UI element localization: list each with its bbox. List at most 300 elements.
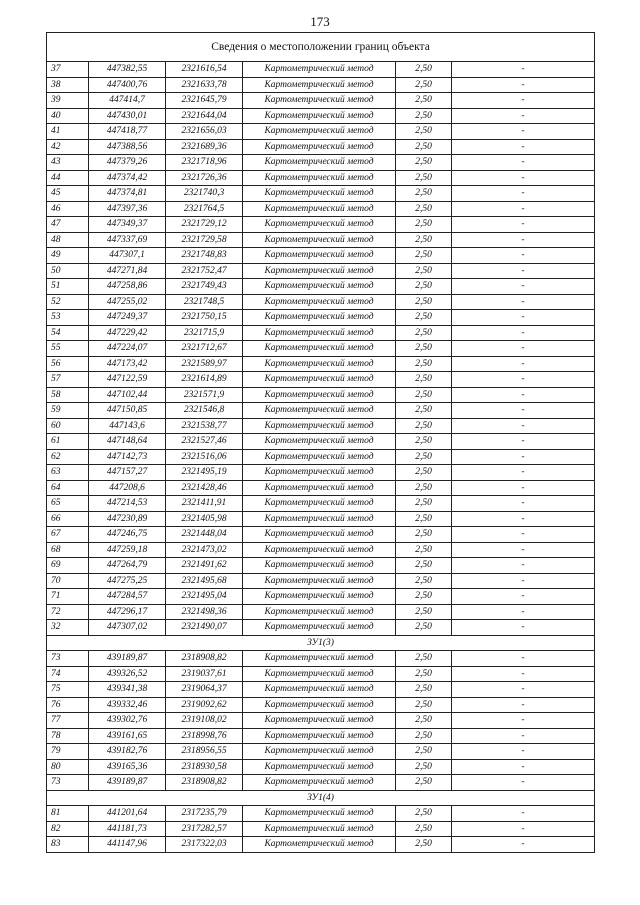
x-coordinate-cell: 447374,42 xyxy=(89,170,166,186)
method-cell: Картометрический метод xyxy=(243,449,396,465)
y-coordinate-cell: 2321516,06 xyxy=(166,449,243,465)
accuracy-cell: 2,50 xyxy=(396,372,452,388)
accuracy-cell: 2,50 xyxy=(396,465,452,481)
y-coordinate-cell: 2318908,82 xyxy=(166,775,243,791)
y-coordinate-cell: 2321495,19 xyxy=(166,465,243,481)
accuracy-cell: 2,50 xyxy=(396,325,452,341)
x-coordinate-cell: 439182,76 xyxy=(89,744,166,760)
y-coordinate-cell: 2321752,47 xyxy=(166,263,243,279)
description-cell: - xyxy=(452,728,595,744)
y-coordinate-cell: 2321498,36 xyxy=(166,604,243,620)
x-coordinate-cell: 439302,76 xyxy=(89,713,166,729)
table-row xyxy=(47,341,595,357)
description-cell: - xyxy=(452,558,595,574)
point-number-cell: 76 xyxy=(47,697,89,713)
y-coordinate-cell: 2321715,9 xyxy=(166,325,243,341)
description-cell: - xyxy=(452,232,595,248)
table-row xyxy=(47,232,595,248)
y-coordinate-cell: 2321495,04 xyxy=(166,589,243,605)
point-number-cell: 78 xyxy=(47,728,89,744)
accuracy-cell: 2,50 xyxy=(396,232,452,248)
x-coordinate-cell: 447397,36 xyxy=(89,201,166,217)
table-row xyxy=(47,713,595,729)
method-cell: Картометрический метод xyxy=(243,263,396,279)
point-number-cell: 63 xyxy=(47,465,89,481)
table-row xyxy=(47,77,595,93)
description-cell: - xyxy=(452,139,595,155)
table-row xyxy=(47,263,595,279)
method-cell: Картометрический метод xyxy=(243,759,396,775)
description-cell: - xyxy=(452,387,595,403)
description-cell: - xyxy=(452,77,595,93)
x-coordinate-cell: 439189,87 xyxy=(89,775,166,791)
table-row xyxy=(47,434,595,450)
description-cell: - xyxy=(452,217,595,233)
point-number-cell: 56 xyxy=(47,356,89,372)
y-coordinate-cell: 2321546,8 xyxy=(166,403,243,419)
method-cell: Картометрический метод xyxy=(243,651,396,667)
point-number-cell: 60 xyxy=(47,418,89,434)
x-coordinate-cell: 447224,07 xyxy=(89,341,166,357)
y-coordinate-cell: 2318998,76 xyxy=(166,728,243,744)
x-coordinate-cell: 447349,37 xyxy=(89,217,166,233)
table-row xyxy=(47,744,595,760)
y-coordinate-cell: 2321712,67 xyxy=(166,341,243,357)
y-coordinate-cell: 2319037,61 xyxy=(166,666,243,682)
accuracy-cell: 2,50 xyxy=(396,170,452,186)
x-coordinate-cell: 447337,69 xyxy=(89,232,166,248)
method-cell: Картометрический метод xyxy=(243,217,396,233)
point-number-cell: 37 xyxy=(47,62,89,78)
table-row xyxy=(47,465,595,481)
table-row xyxy=(47,93,595,109)
table-row xyxy=(47,124,595,140)
y-coordinate-cell: 2317235,79 xyxy=(166,806,243,822)
accuracy-cell: 2,50 xyxy=(396,775,452,791)
description-cell: - xyxy=(452,372,595,388)
point-number-cell: 83 xyxy=(47,837,89,853)
x-coordinate-cell: 447382,55 xyxy=(89,62,166,78)
method-cell: Картометрический метод xyxy=(243,775,396,791)
point-number-cell: 73 xyxy=(47,775,89,791)
table-row xyxy=(47,589,595,605)
y-coordinate-cell: 2321616,54 xyxy=(166,62,243,78)
table-row xyxy=(47,821,595,837)
point-number-cell: 72 xyxy=(47,604,89,620)
point-number-cell: 32 xyxy=(47,620,89,636)
accuracy-cell: 2,50 xyxy=(396,356,452,372)
x-coordinate-cell: 447414,7 xyxy=(89,93,166,109)
accuracy-cell: 2,50 xyxy=(396,744,452,760)
boundary-coordinates-table xyxy=(46,32,595,853)
point-number-cell: 73 xyxy=(47,651,89,667)
point-number-cell: 66 xyxy=(47,511,89,527)
point-number-cell: 47 xyxy=(47,217,89,233)
method-cell: Картометрический метод xyxy=(243,713,396,729)
description-cell: - xyxy=(452,341,595,357)
point-number-cell: 38 xyxy=(47,77,89,93)
x-coordinate-cell: 447296,17 xyxy=(89,604,166,620)
point-number-cell: 39 xyxy=(47,93,89,109)
accuracy-cell: 2,50 xyxy=(396,108,452,124)
y-coordinate-cell: 2321726,36 xyxy=(166,170,243,186)
x-coordinate-cell: 447400,76 xyxy=(89,77,166,93)
table-row xyxy=(47,310,595,326)
point-number-cell: 67 xyxy=(47,527,89,543)
table-row xyxy=(47,248,595,264)
accuracy-cell: 2,50 xyxy=(396,310,452,326)
group-header-row xyxy=(47,790,595,806)
table-row xyxy=(47,697,595,713)
description-cell: - xyxy=(452,449,595,465)
table-row xyxy=(47,651,595,667)
method-cell: Картометрический метод xyxy=(243,434,396,450)
x-coordinate-cell: 447430,01 xyxy=(89,108,166,124)
table-row xyxy=(47,372,595,388)
accuracy-cell: 2,50 xyxy=(396,201,452,217)
point-number-cell: 65 xyxy=(47,496,89,512)
point-number-cell: 61 xyxy=(47,434,89,450)
x-coordinate-cell: 447246,75 xyxy=(89,527,166,543)
table-row xyxy=(47,108,595,124)
y-coordinate-cell: 2321527,46 xyxy=(166,434,243,450)
y-coordinate-cell: 2321748,5 xyxy=(166,294,243,310)
method-cell: Картометрический метод xyxy=(243,682,396,698)
y-coordinate-cell: 2321495,68 xyxy=(166,573,243,589)
table-row xyxy=(47,837,595,853)
y-coordinate-cell: 2321491,62 xyxy=(166,558,243,574)
y-coordinate-cell: 2317322,03 xyxy=(166,837,243,853)
x-coordinate-cell: 447388,56 xyxy=(89,139,166,155)
x-coordinate-cell: 439189,87 xyxy=(89,651,166,667)
table-row xyxy=(47,279,595,295)
y-coordinate-cell: 2321448,04 xyxy=(166,527,243,543)
accuracy-cell: 2,50 xyxy=(396,341,452,357)
description-cell: - xyxy=(452,294,595,310)
table-title: Сведения о местоположении границ объекта xyxy=(47,33,595,62)
description-cell: - xyxy=(452,201,595,217)
point-number-cell: 68 xyxy=(47,542,89,558)
accuracy-cell: 2,50 xyxy=(396,155,452,171)
y-coordinate-cell: 2321614,89 xyxy=(166,372,243,388)
method-cell: Картометрический метод xyxy=(243,186,396,202)
table-row xyxy=(47,604,595,620)
method-cell: Картометрический метод xyxy=(243,837,396,853)
point-number-cell: 57 xyxy=(47,372,89,388)
point-number-cell: 62 xyxy=(47,449,89,465)
x-coordinate-cell: 447142,73 xyxy=(89,449,166,465)
y-coordinate-cell: 2321633,78 xyxy=(166,77,243,93)
x-coordinate-cell: 447307,1 xyxy=(89,248,166,264)
x-coordinate-cell: 447122,59 xyxy=(89,372,166,388)
x-coordinate-cell: 447379,26 xyxy=(89,155,166,171)
accuracy-cell: 2,50 xyxy=(396,589,452,605)
accuracy-cell: 2,50 xyxy=(396,697,452,713)
group-header-row xyxy=(47,635,595,651)
accuracy-cell: 2,50 xyxy=(396,139,452,155)
x-coordinate-cell: 447284,57 xyxy=(89,589,166,605)
point-number-cell: 48 xyxy=(47,232,89,248)
table-row xyxy=(47,558,595,574)
accuracy-cell: 2,50 xyxy=(396,263,452,279)
group-label: ЗУ1(4) xyxy=(47,790,595,806)
point-number-cell: 50 xyxy=(47,263,89,279)
accuracy-cell: 2,50 xyxy=(396,728,452,744)
table-row xyxy=(47,496,595,512)
x-coordinate-cell: 447102,44 xyxy=(89,387,166,403)
table-row xyxy=(47,666,595,682)
description-cell: - xyxy=(452,155,595,171)
point-number-cell: 45 xyxy=(47,186,89,202)
method-cell: Картометрический метод xyxy=(243,93,396,109)
table-row xyxy=(47,403,595,419)
y-coordinate-cell: 2317282,57 xyxy=(166,821,243,837)
y-coordinate-cell: 2321538,77 xyxy=(166,418,243,434)
y-coordinate-cell: 2321729,58 xyxy=(166,232,243,248)
description-cell: - xyxy=(452,434,595,450)
y-coordinate-cell: 2321473,02 xyxy=(166,542,243,558)
y-coordinate-cell: 2318956,55 xyxy=(166,744,243,760)
method-cell: Картометрический метод xyxy=(243,356,396,372)
description-cell: - xyxy=(452,697,595,713)
table-row xyxy=(47,387,595,403)
accuracy-cell: 2,50 xyxy=(396,496,452,512)
table-row xyxy=(47,170,595,186)
x-coordinate-cell: 447275,25 xyxy=(89,573,166,589)
table-row xyxy=(47,480,595,496)
accuracy-cell: 2,50 xyxy=(396,248,452,264)
x-coordinate-cell: 447418,77 xyxy=(89,124,166,140)
description-cell: - xyxy=(452,806,595,822)
method-cell: Картометрический метод xyxy=(243,372,396,388)
accuracy-cell: 2,50 xyxy=(396,573,452,589)
accuracy-cell: 2,50 xyxy=(396,93,452,109)
point-number-cell: 43 xyxy=(47,155,89,171)
method-cell: Картометрический метод xyxy=(243,527,396,543)
accuracy-cell: 2,50 xyxy=(396,527,452,543)
table-row xyxy=(47,682,595,698)
point-number-cell: 79 xyxy=(47,744,89,760)
point-number-cell: 59 xyxy=(47,403,89,419)
accuracy-cell: 2,50 xyxy=(396,604,452,620)
method-cell: Картометрический метод xyxy=(243,666,396,682)
accuracy-cell: 2,50 xyxy=(396,542,452,558)
description-cell: - xyxy=(452,589,595,605)
group-label: ЗУ1(3) xyxy=(47,635,595,651)
accuracy-cell: 2,50 xyxy=(396,806,452,822)
point-number-cell: 54 xyxy=(47,325,89,341)
y-coordinate-cell: 2321405,98 xyxy=(166,511,243,527)
accuracy-cell: 2,50 xyxy=(396,77,452,93)
table-row xyxy=(47,155,595,171)
method-cell: Картометрический метод xyxy=(243,806,396,822)
y-coordinate-cell: 2321750,15 xyxy=(166,310,243,326)
description-cell: - xyxy=(452,248,595,264)
point-number-cell: 69 xyxy=(47,558,89,574)
point-number-cell: 46 xyxy=(47,201,89,217)
table-row xyxy=(47,139,595,155)
x-coordinate-cell: 439341,38 xyxy=(89,682,166,698)
method-cell: Картометрический метод xyxy=(243,248,396,264)
accuracy-cell: 2,50 xyxy=(396,651,452,667)
point-number-cell: 41 xyxy=(47,124,89,140)
y-coordinate-cell: 2321656,03 xyxy=(166,124,243,140)
description-cell: - xyxy=(452,759,595,775)
description-cell: - xyxy=(452,542,595,558)
x-coordinate-cell: 447143,6 xyxy=(89,418,166,434)
accuracy-cell: 2,50 xyxy=(396,124,452,140)
table-row xyxy=(47,186,595,202)
description-cell: - xyxy=(452,620,595,636)
accuracy-cell: 2,50 xyxy=(396,279,452,295)
x-coordinate-cell: 447214,53 xyxy=(89,496,166,512)
table-row xyxy=(47,728,595,744)
y-coordinate-cell: 2321740,3 xyxy=(166,186,243,202)
table-row xyxy=(47,806,595,822)
table-row xyxy=(47,217,595,233)
description-cell: - xyxy=(452,108,595,124)
x-coordinate-cell: 447255,02 xyxy=(89,294,166,310)
method-cell: Картометрический метод xyxy=(243,325,396,341)
accuracy-cell: 2,50 xyxy=(396,558,452,574)
method-cell: Картометрический метод xyxy=(243,821,396,837)
table-row xyxy=(47,573,595,589)
x-coordinate-cell: 441201,64 xyxy=(89,806,166,822)
point-number-cell: 70 xyxy=(47,573,89,589)
table-row xyxy=(47,542,595,558)
x-coordinate-cell: 447148,64 xyxy=(89,434,166,450)
method-cell: Картометрический метод xyxy=(243,341,396,357)
table-row xyxy=(47,201,595,217)
description-cell: - xyxy=(452,186,595,202)
accuracy-cell: 2,50 xyxy=(396,480,452,496)
point-number-cell: 51 xyxy=(47,279,89,295)
point-number-cell: 52 xyxy=(47,294,89,310)
accuracy-cell: 2,50 xyxy=(396,682,452,698)
method-cell: Картометрический метод xyxy=(243,728,396,744)
method-cell: Картометрический метод xyxy=(243,62,396,78)
accuracy-cell: 2,50 xyxy=(396,62,452,78)
method-cell: Картометрический метод xyxy=(243,744,396,760)
method-cell: Картометрический метод xyxy=(243,403,396,419)
point-number-cell: 77 xyxy=(47,713,89,729)
description-cell: - xyxy=(452,124,595,140)
method-cell: Картометрический метод xyxy=(243,697,396,713)
description-cell: - xyxy=(452,263,595,279)
y-coordinate-cell: 2321571,9 xyxy=(166,387,243,403)
y-coordinate-cell: 2321411,91 xyxy=(166,496,243,512)
point-number-cell: 81 xyxy=(47,806,89,822)
description-cell: - xyxy=(452,356,595,372)
accuracy-cell: 2,50 xyxy=(396,387,452,403)
method-cell: Картометрический метод xyxy=(243,542,396,558)
description-cell: - xyxy=(452,465,595,481)
y-coordinate-cell: 2318930,58 xyxy=(166,759,243,775)
y-coordinate-cell: 2321764,5 xyxy=(166,201,243,217)
point-number-cell: 58 xyxy=(47,387,89,403)
accuracy-cell: 2,50 xyxy=(396,449,452,465)
description-cell: - xyxy=(452,651,595,667)
y-coordinate-cell: 2319092,62 xyxy=(166,697,243,713)
description-cell: - xyxy=(452,527,595,543)
y-coordinate-cell: 2319108,02 xyxy=(166,713,243,729)
accuracy-cell: 2,50 xyxy=(396,403,452,419)
y-coordinate-cell: 2321589,97 xyxy=(166,356,243,372)
table-row xyxy=(47,356,595,372)
table-row xyxy=(47,449,595,465)
x-coordinate-cell: 439332,46 xyxy=(89,697,166,713)
description-cell: - xyxy=(452,744,595,760)
accuracy-cell: 2,50 xyxy=(396,217,452,233)
description-cell: - xyxy=(452,310,595,326)
accuracy-cell: 2,50 xyxy=(396,837,452,853)
point-number-cell: 71 xyxy=(47,589,89,605)
description-cell: - xyxy=(452,496,595,512)
method-cell: Картометрический метод xyxy=(243,496,396,512)
method-cell: Картометрический метод xyxy=(243,201,396,217)
method-cell: Картометрический метод xyxy=(243,465,396,481)
method-cell: Картометрический метод xyxy=(243,279,396,295)
method-cell: Картометрический метод xyxy=(243,620,396,636)
method-cell: Картометрический метод xyxy=(243,124,396,140)
description-cell: - xyxy=(452,713,595,729)
table-row xyxy=(47,325,595,341)
description-cell: - xyxy=(452,573,595,589)
y-coordinate-cell: 2319064,37 xyxy=(166,682,243,698)
accuracy-cell: 2,50 xyxy=(396,434,452,450)
description-cell: - xyxy=(452,821,595,837)
table-row xyxy=(47,294,595,310)
description-cell: - xyxy=(452,837,595,853)
x-coordinate-cell: 441147,96 xyxy=(89,837,166,853)
accuracy-cell: 2,50 xyxy=(396,294,452,310)
table-row xyxy=(47,775,595,791)
accuracy-cell: 2,50 xyxy=(396,759,452,775)
accuracy-cell: 2,50 xyxy=(396,186,452,202)
x-coordinate-cell: 447173,42 xyxy=(89,356,166,372)
point-number-cell: 80 xyxy=(47,759,89,775)
x-coordinate-cell: 441181,73 xyxy=(89,821,166,837)
method-cell: Картометрический метод xyxy=(243,77,396,93)
point-number-cell: 75 xyxy=(47,682,89,698)
accuracy-cell: 2,50 xyxy=(396,713,452,729)
y-coordinate-cell: 2321749,43 xyxy=(166,279,243,295)
method-cell: Картометрический метод xyxy=(243,310,396,326)
point-number-cell: 55 xyxy=(47,341,89,357)
accuracy-cell: 2,50 xyxy=(396,620,452,636)
description-cell: - xyxy=(452,279,595,295)
method-cell: Картометрический метод xyxy=(243,418,396,434)
description-cell: - xyxy=(452,325,595,341)
method-cell: Картометрический метод xyxy=(243,573,396,589)
x-coordinate-cell: 447249,37 xyxy=(89,310,166,326)
method-cell: Картометрический метод xyxy=(243,170,396,186)
method-cell: Картометрический метод xyxy=(243,294,396,310)
description-cell: - xyxy=(452,418,595,434)
table-row xyxy=(47,418,595,434)
point-number-cell: 49 xyxy=(47,248,89,264)
x-coordinate-cell: 447307,02 xyxy=(89,620,166,636)
point-number-cell: 42 xyxy=(47,139,89,155)
y-coordinate-cell: 2321689,36 xyxy=(166,139,243,155)
description-cell: - xyxy=(452,511,595,527)
point-number-cell: 40 xyxy=(47,108,89,124)
x-coordinate-cell: 447264,79 xyxy=(89,558,166,574)
x-coordinate-cell: 439326,52 xyxy=(89,666,166,682)
point-number-cell: 64 xyxy=(47,480,89,496)
method-cell: Картометрический метод xyxy=(243,604,396,620)
description-cell: - xyxy=(452,682,595,698)
